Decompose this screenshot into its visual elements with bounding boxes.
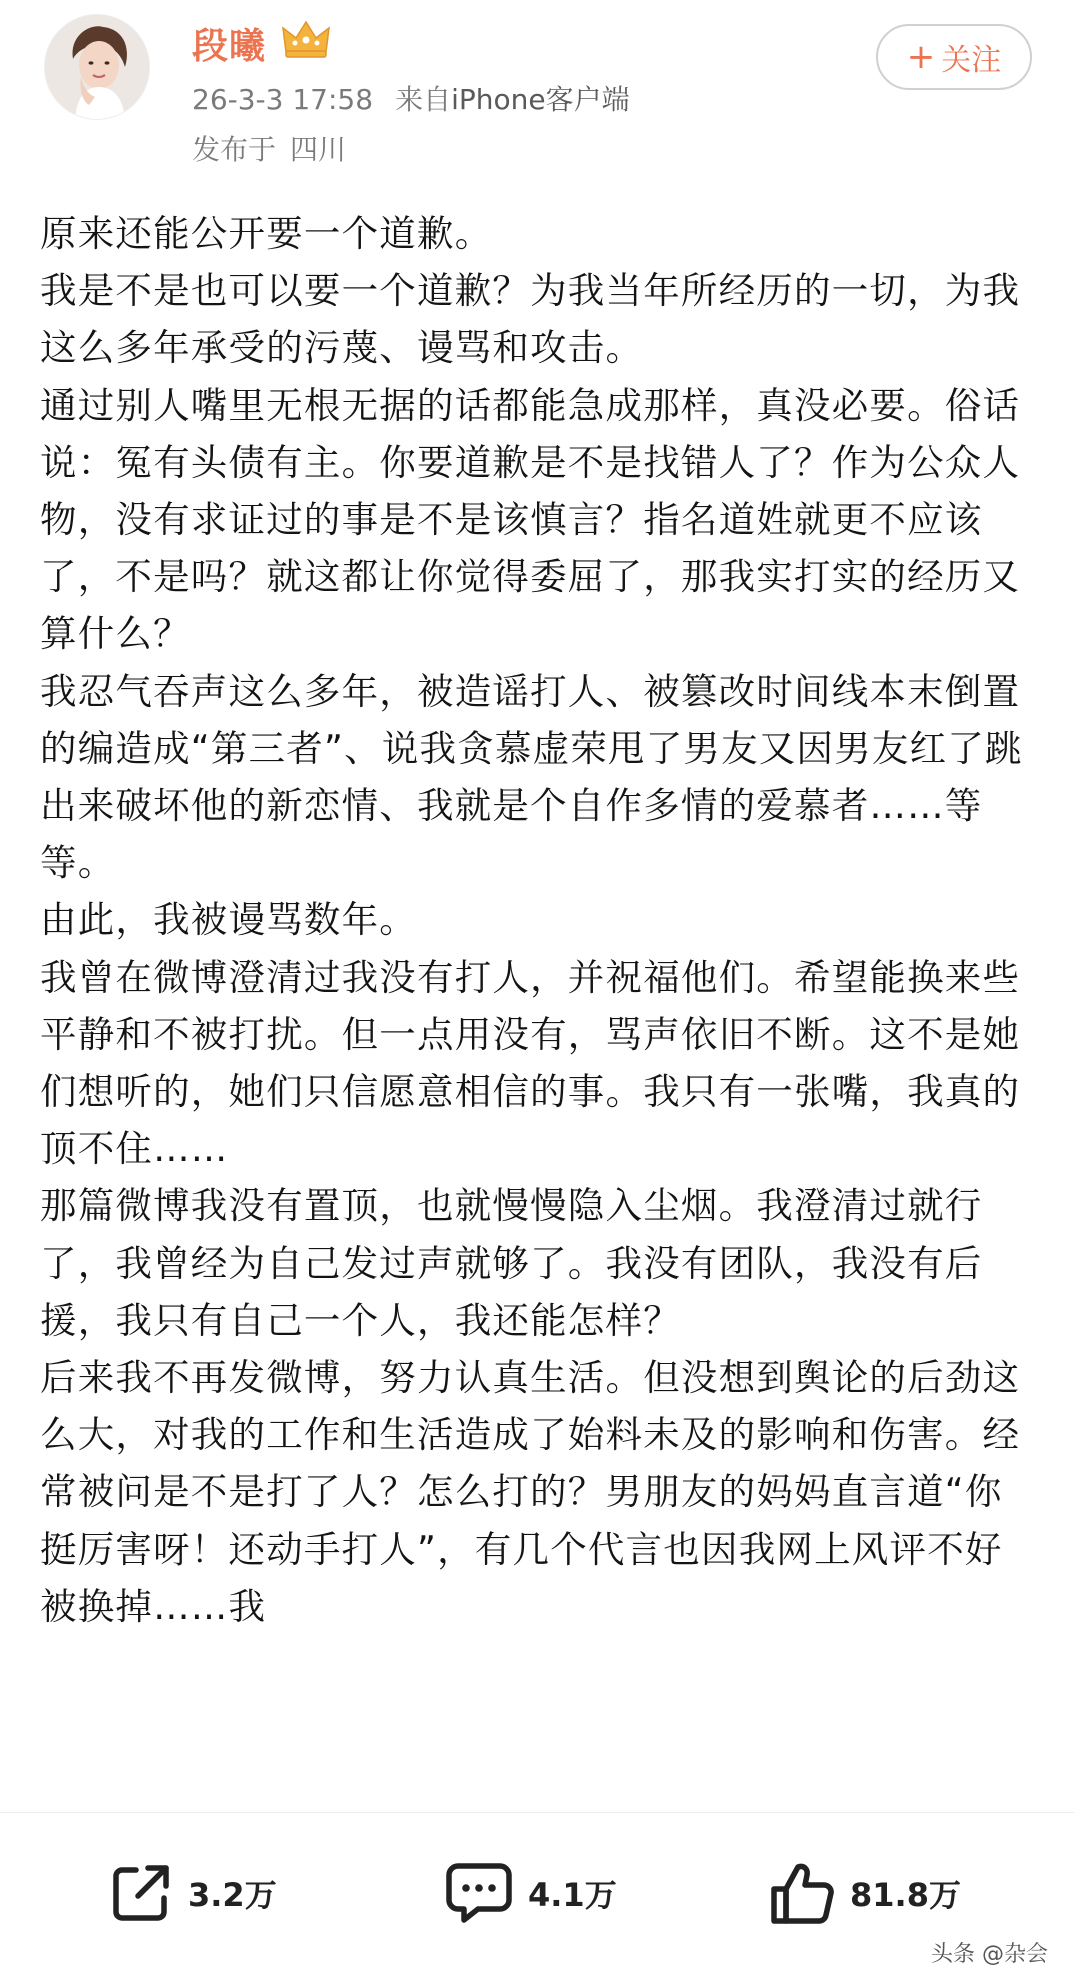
- post-content: [40, 205, 1030, 1813]
- comment-count: 4.1万: [528, 1876, 617, 1914]
- thumbs-up-icon: [768, 1859, 836, 1927]
- action-bar: [0, 1812, 1074, 1986]
- post-date: 26-3-3 17:58: [192, 83, 374, 116]
- post-paragraph: 由此，我被谩骂数年。: [40, 898, 417, 942]
- share-count: 3.2万: [188, 1876, 277, 1914]
- watermark: 头条 @杂会: [931, 1942, 1048, 1967]
- avatar[interactable]: [44, 14, 150, 120]
- author-name[interactable]: 段曦: [192, 26, 267, 67]
- follow-button[interactable]: [876, 24, 1032, 90]
- post-meta: [192, 78, 630, 118]
- follow-plus-icon: +: [906, 37, 936, 77]
- share-button[interactable]: [108, 1853, 277, 1933]
- like-button[interactable]: [768, 1853, 961, 1933]
- post-location: [192, 128, 346, 168]
- like-count: 81.8万: [850, 1876, 961, 1914]
- follow-label: 关注: [941, 43, 1002, 78]
- post-header: [0, 0, 1074, 190]
- comment-button[interactable]: [444, 1853, 617, 1933]
- post-paragraph: 通过别人嘴里无根无据的话都能急成那样，真没必要。俗话说：冤有头债有主。你要道歉是不是找错人了？作为公众人物，没有求证过的事是不是该慎言？指名道姓就更不应该了，不是吗？就这都让你觉得委屈了，那我实打实的经历又算什么？: [40, 383, 1021, 656]
- share-icon: [108, 1860, 174, 1926]
- post-paragraph: 那篇微博我没有置顶，也就慢慢隐入尘烟。我澄清过就行了，我曾经为自己发过声就够了。我没有团队，我没有后援，我只有自己一个人，我还能怎样？: [40, 1184, 983, 1342]
- post-paragraph: 我忍气吞声这么多年，被造谣打人、被篡改时间线本末倒置的编造成“第三者”、说我贪慕虚荣甩了男友又因男友红了跳出来破坏他的新恋情、我就是个自作多情的爱慕者……等等。: [40, 669, 1023, 885]
- comment-icon: [444, 1860, 514, 1926]
- crown-icon: [280, 18, 332, 60]
- post-paragraph: 原来还能公开要一个道歉。: [40, 212, 493, 255]
- location-value: 四川: [290, 133, 347, 166]
- avatar-photo: [45, 15, 149, 119]
- post-paragraph: 后来我不再发微博，努力认真生活。但没想到舆论的后劲这么大，对我的工作和生活造成了始料未及的影响和伤害。经常被问是不是打了人？怎么打的？男朋友的妈妈直言道“你挺厉害呀！还动手打人”，有几个代言也因我网上风评不好被换掉……我: [40, 1356, 1021, 1628]
- post-paragraph: 我曾在微博澄清过我没有打人，并祝福他们。希望能换来些平静和不被打扰。但一点用没有，骂声依旧不断。这不是她们想听的，她们只信愿意相信的事。我只有一张嘴，我真的顶不住……: [40, 955, 1021, 1171]
- post-device: iPhone客户端: [451, 83, 630, 116]
- post-paragraph: 我是不是也可以要一个道歉？为我当年所经历的一切，为我这么多年承受的污蔑、谩骂和攻击。: [40, 269, 1021, 370]
- location-prefix: 发布于: [192, 133, 277, 166]
- source-prefix: 来自: [395, 83, 452, 116]
